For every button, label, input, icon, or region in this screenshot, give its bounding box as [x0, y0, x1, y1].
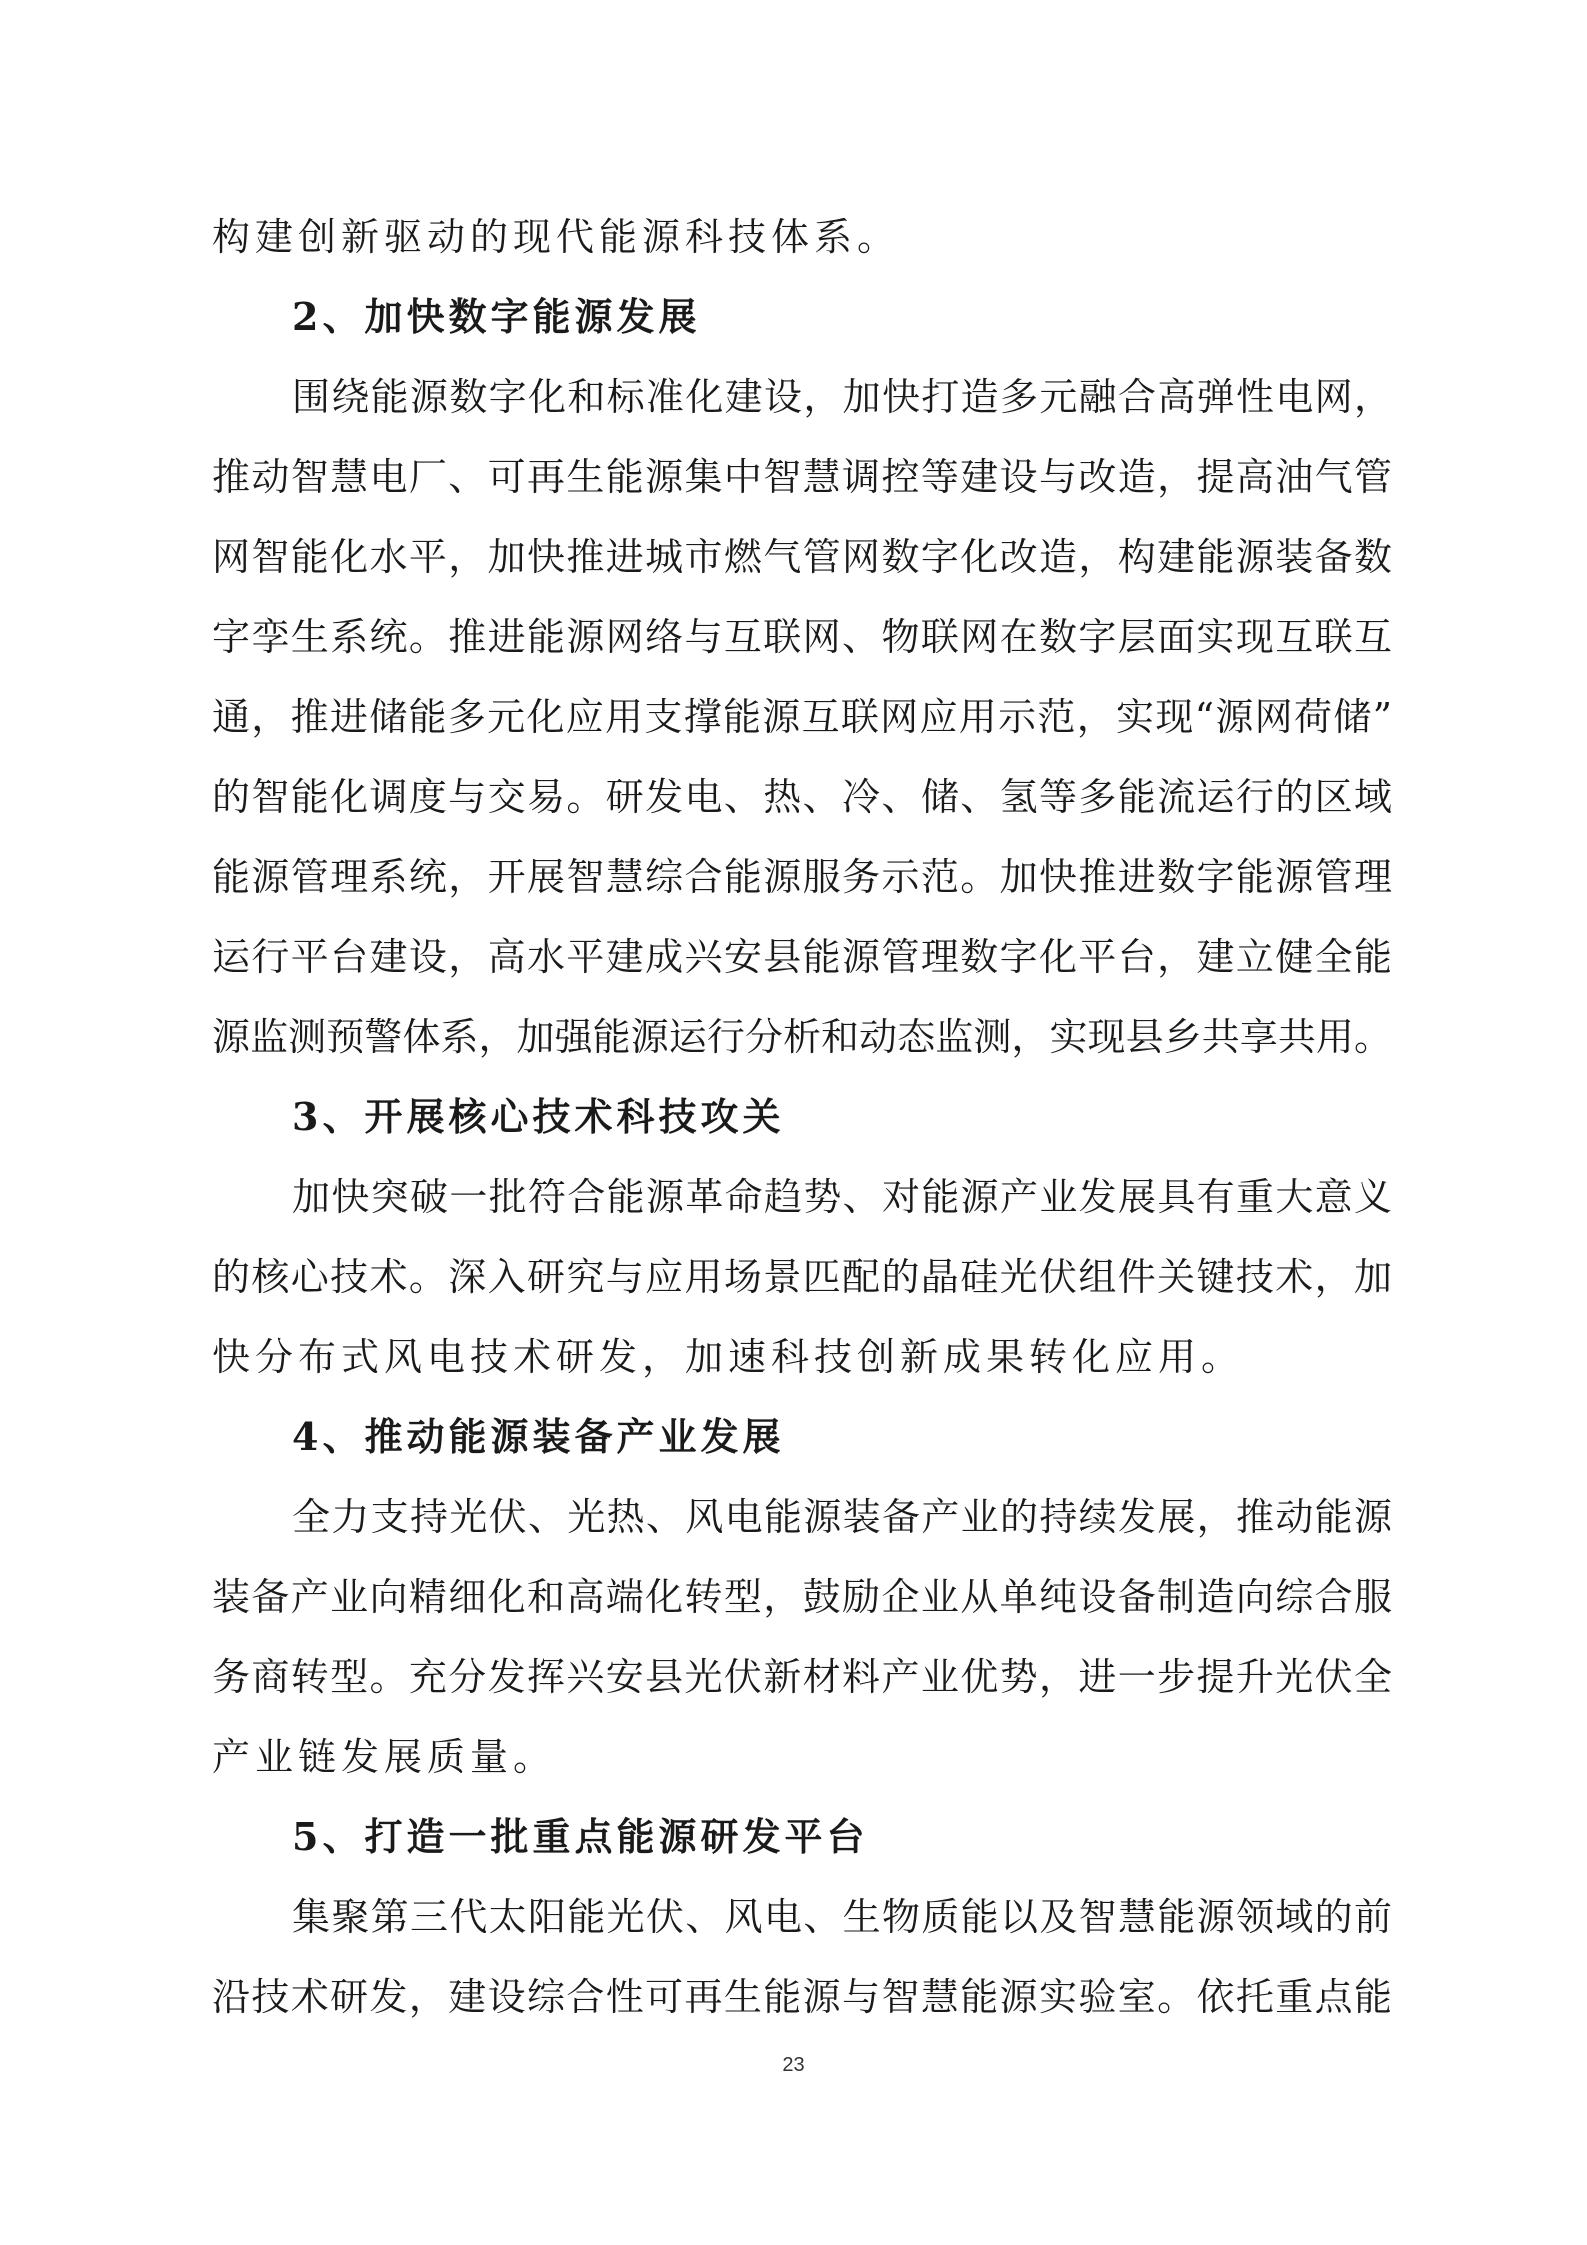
document-body [212, 197, 1392, 2037]
document-page [212, 0, 1392, 2245]
paragraph-first-line: 集聚第三代太阳能光伏、风电、生物质能以及智慧能源领域的前 [292, 1895, 1392, 1939]
section-heading: 3、开展核心技术科技攻关 [292, 1094, 785, 1139]
paragraph-first-line: 围绕能源数字化和标准化建设，加快打造多元融合高弹性电网， [292, 375, 1392, 419]
paragraph-line: 通，推进储能多元化应用支撑能源互联网应用示范，实现“源网荷储” [212, 695, 1392, 739]
paragraph-line: 能源管理系统，开展智慧综合能源服务示范。加快推进数字能源管理 [212, 855, 1392, 899]
section-heading: 5、打造一批重点能源研发平台 [292, 1814, 869, 1859]
paragraph-line: 务商转型。充分发挥兴安县光伏新材料产业优势，进一步提升光伏全 [212, 1655, 1392, 1699]
paragraph-line: 的智能化调度与交易。研发电、热、冷、储、氢等多能流运行的区域 [212, 775, 1392, 819]
paragraph-line: 沿技术研发，建设综合性可再生能源与智慧能源实验室。依托重点能 [212, 1975, 1392, 2019]
paragraph-line: 运行平台建设，高水平建成兴安县能源管理数字化平台，建立健全能 [212, 935, 1392, 979]
section-heading: 4、推动能源装备产业发展 [292, 1414, 785, 1459]
paragraph-line: 快分布式风电技术研发，加速科技创新成果转化应用。 [212, 1335, 1245, 1379]
paragraph-first-line: 加快突破一批符合能源革命趋势、对能源产业发展具有重大意义 [292, 1175, 1392, 1219]
paragraph-line: 装备产业向精细化和高端化转型，鼓励企业从单纯设备制造向综合服 [212, 1575, 1392, 1619]
paragraph-line: 推动智慧电厂、可再生能源集中智慧调控等建设与改造，提高油气管 [212, 455, 1392, 499]
paragraph-line: 源监测预警体系，加强能源运行分析和动态监测，实现县乡共享共用。 [212, 1015, 1392, 1059]
paragraph-line: 构建创新驱动的现代能源科技体系。 [212, 215, 901, 259]
paragraph-line: 的核心技术。深入研究与应用场景匹配的晶硅光伏组件关键技术，加 [212, 1255, 1392, 1299]
paragraph-first-line: 全力支持光伏、光热、风电能源装备产业的持续发展，推动能源 [292, 1495, 1392, 1539]
page-number: 23 [782, 2054, 805, 2076]
paragraph-line: 字孪生系统。推进能源网络与互联网、物联网在数字层面实现互联互 [212, 615, 1392, 659]
paragraph-line: 产业链发展质量。 [212, 1735, 557, 1779]
paragraph-line: 网智能化水平，加快推进城市燃气管网数字化改造，构建能源装备数 [212, 535, 1392, 579]
section-heading: 2、加快数字能源发展 [292, 294, 701, 339]
